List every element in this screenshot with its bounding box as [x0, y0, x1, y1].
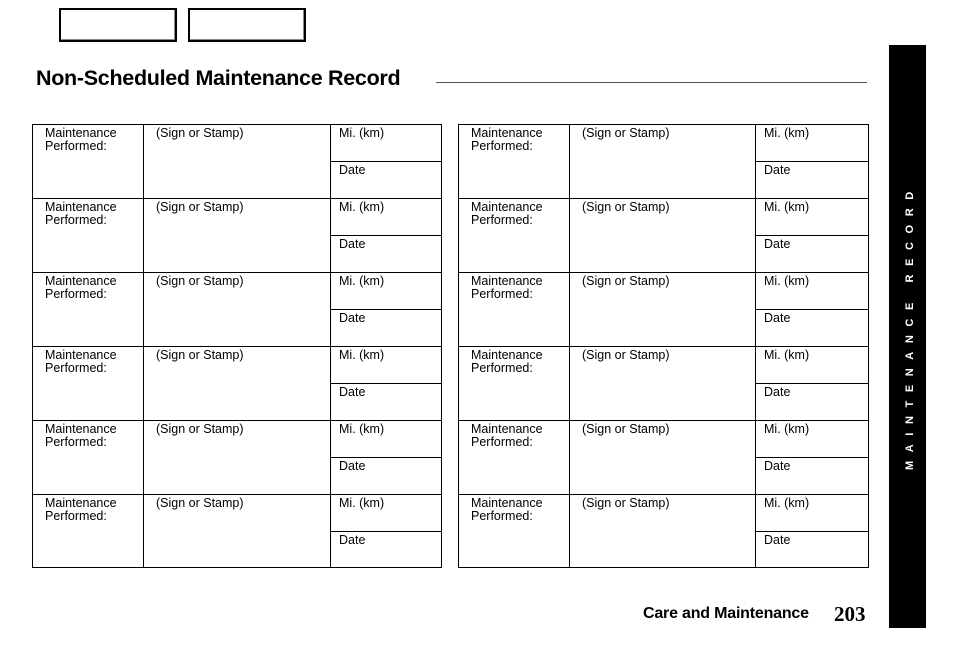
date-label: Date [339, 533, 366, 547]
sign-or-stamp-cell[interactable] [569, 125, 755, 198]
sign-or-stamp-label: (Sign or Stamp) [156, 126, 244, 140]
mileage-date-cell [755, 347, 868, 420]
sign-or-stamp-cell[interactable] [143, 273, 330, 346]
date-field[interactable] [756, 236, 868, 251]
date-label: Date [764, 311, 791, 325]
maintenance-performed-cell[interactable] [33, 199, 143, 272]
maintenance-performed-cell[interactable] [33, 273, 143, 346]
date-field[interactable] [331, 384, 441, 399]
maintenance-performed-cell[interactable] [33, 347, 143, 420]
mileage-label: Mi. (km) [339, 200, 385, 214]
record-row [459, 125, 868, 199]
mileage-label: Mi. (km) [339, 274, 385, 288]
date-label: Date [339, 385, 366, 399]
title-rule [436, 82, 867, 83]
maintenance-performed-label: Maintenance Performed: [45, 348, 117, 375]
sign-or-stamp-cell[interactable] [143, 495, 330, 567]
maintenance-performed-label: Maintenance Performed: [471, 126, 543, 153]
record-row [33, 273, 441, 347]
date-label: Date [339, 237, 366, 251]
date-label: Date [339, 163, 366, 177]
mileage-field[interactable] [331, 125, 441, 162]
date-label: Date [764, 163, 791, 177]
mileage-date-cell [330, 347, 441, 420]
maintenance-performed-cell[interactable] [459, 199, 569, 272]
record-row [33, 199, 441, 273]
sign-or-stamp-cell[interactable] [569, 347, 755, 420]
maintenance-performed-label: Maintenance Performed: [45, 496, 117, 523]
record-row [33, 495, 441, 567]
sign-or-stamp-cell[interactable] [569, 495, 755, 567]
date-field[interactable] [756, 384, 868, 399]
sign-or-stamp-label: (Sign or Stamp) [156, 348, 244, 362]
mileage-date-cell [330, 199, 441, 272]
sign-or-stamp-label: (Sign or Stamp) [582, 348, 670, 362]
record-row [459, 199, 868, 273]
mileage-field[interactable] [331, 421, 441, 458]
maintenance-performed-label: Maintenance Performed: [471, 348, 543, 375]
mileage-label: Mi. (km) [764, 496, 810, 510]
maintenance-performed-label: Maintenance Performed: [471, 422, 543, 449]
record-row [459, 273, 868, 347]
mileage-field[interactable] [331, 273, 441, 310]
mileage-field[interactable] [756, 495, 868, 532]
sign-or-stamp-label: (Sign or Stamp) [582, 200, 670, 214]
date-label: Date [764, 459, 791, 473]
sign-or-stamp-cell[interactable] [143, 347, 330, 420]
sign-or-stamp-cell[interactable] [143, 199, 330, 272]
blank-tab-box-1 [59, 8, 177, 42]
record-row [33, 125, 441, 199]
date-label: Date [764, 237, 791, 251]
maintenance-performed-label: Maintenance Performed: [45, 274, 117, 301]
maintenance-performed-cell[interactable] [459, 273, 569, 346]
sign-or-stamp-label: (Sign or Stamp) [582, 496, 670, 510]
date-field[interactable] [331, 162, 441, 177]
page-title: Non-Scheduled Maintenance Record [36, 66, 401, 90]
sign-or-stamp-label: (Sign or Stamp) [156, 200, 244, 214]
maintenance-performed-cell[interactable] [459, 495, 569, 567]
mileage-field[interactable] [331, 495, 441, 532]
maintenance-performed-cell[interactable] [33, 421, 143, 494]
date-field[interactable] [331, 458, 441, 473]
date-field[interactable] [756, 310, 868, 325]
mileage-date-cell [330, 125, 441, 198]
sign-or-stamp-cell[interactable] [143, 125, 330, 198]
record-row [459, 495, 868, 567]
mileage-field[interactable] [331, 347, 441, 384]
maintenance-performed-cell[interactable] [33, 125, 143, 198]
mileage-date-cell [330, 273, 441, 346]
date-field[interactable] [331, 236, 441, 251]
record-row [459, 347, 868, 421]
maintenance-performed-cell[interactable] [459, 347, 569, 420]
mileage-label: Mi. (km) [764, 126, 810, 140]
record-row [33, 347, 441, 421]
date-field[interactable] [331, 532, 441, 547]
mileage-label: Mi. (km) [339, 496, 385, 510]
mileage-label: Mi. (km) [764, 422, 810, 436]
record-table-left [32, 124, 442, 568]
mileage-label: Mi. (km) [339, 422, 385, 436]
mileage-date-cell [755, 125, 868, 198]
sign-or-stamp-label: (Sign or Stamp) [156, 496, 244, 510]
mileage-field[interactable] [756, 125, 868, 162]
mileage-field[interactable] [756, 199, 868, 236]
sign-or-stamp-label: (Sign or Stamp) [156, 274, 244, 288]
blank-tab-box-2 [188, 8, 306, 42]
mileage-label: Mi. (km) [764, 274, 810, 288]
date-label: Date [764, 385, 791, 399]
mileage-label: Mi. (km) [339, 348, 385, 362]
date-field[interactable] [756, 458, 868, 473]
mileage-date-cell [755, 421, 868, 494]
sign-or-stamp-label: (Sign or Stamp) [582, 422, 670, 436]
sign-or-stamp-label: (Sign or Stamp) [582, 274, 670, 288]
maintenance-performed-label: Maintenance Performed: [45, 422, 117, 449]
date-label: Date [764, 533, 791, 547]
mileage-date-cell [330, 495, 441, 567]
footer-section-title: Care and Maintenance [643, 605, 809, 622]
sign-or-stamp-cell[interactable] [143, 421, 330, 494]
sign-or-stamp-cell[interactable] [569, 199, 755, 272]
sign-or-stamp-label: (Sign or Stamp) [156, 422, 244, 436]
maintenance-performed-cell[interactable] [459, 125, 569, 198]
maintenance-performed-cell[interactable] [459, 421, 569, 494]
side-tab-label: MAINTENANCE RECORD [904, 183, 916, 470]
mileage-field[interactable] [756, 273, 868, 310]
mileage-label: Mi. (km) [764, 348, 810, 362]
date-label: Date [339, 311, 366, 325]
record-table-right [458, 124, 869, 568]
mileage-date-cell [330, 421, 441, 494]
maintenance-performed-label: Maintenance Performed: [471, 496, 543, 523]
mileage-date-cell [755, 199, 868, 272]
sign-or-stamp-label: (Sign or Stamp) [582, 126, 670, 140]
record-row [33, 421, 441, 495]
mileage-field[interactable] [756, 347, 868, 384]
record-row [459, 421, 868, 495]
sign-or-stamp-cell[interactable] [569, 273, 755, 346]
date-field[interactable] [756, 532, 868, 547]
mileage-date-cell [755, 273, 868, 346]
maintenance-performed-cell[interactable] [33, 495, 143, 567]
mileage-label: Mi. (km) [339, 126, 385, 140]
date-field[interactable] [331, 310, 441, 325]
date-label: Date [339, 459, 366, 473]
page-number: 203 [834, 602, 866, 626]
mileage-field[interactable] [331, 199, 441, 236]
sign-or-stamp-cell[interactable] [569, 421, 755, 494]
maintenance-performed-label: Maintenance Performed: [45, 200, 117, 227]
mileage-field[interactable] [756, 421, 868, 458]
mileage-date-cell [755, 495, 868, 567]
maintenance-performed-label: Maintenance Performed: [45, 126, 117, 153]
maintenance-performed-label: Maintenance Performed: [471, 200, 543, 227]
mileage-label: Mi. (km) [764, 200, 810, 214]
date-field[interactable] [756, 162, 868, 177]
maintenance-performed-label: Maintenance Performed: [471, 274, 543, 301]
